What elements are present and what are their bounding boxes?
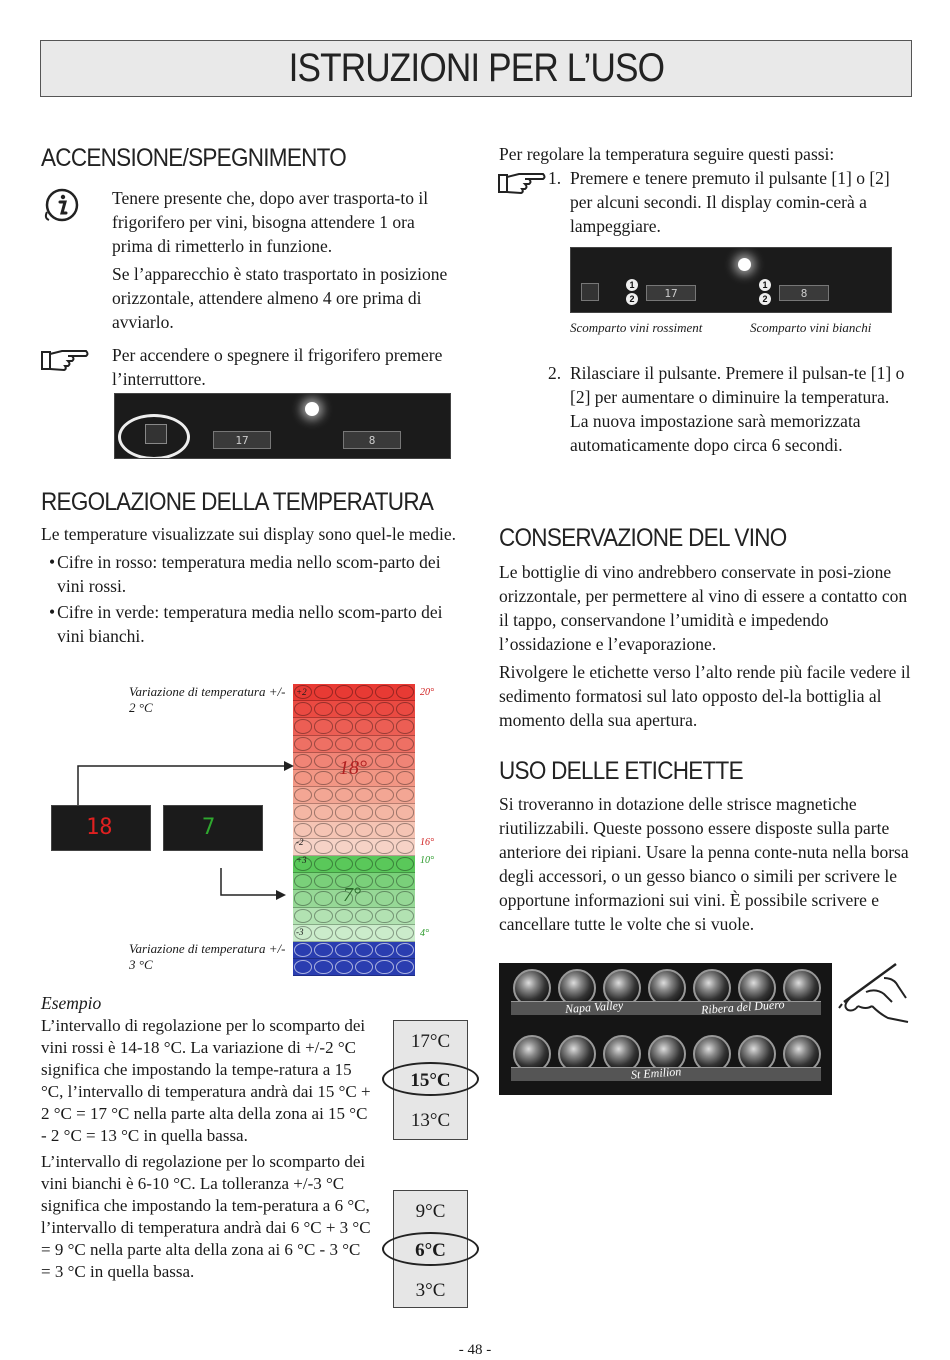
zone-row xyxy=(293,787,415,804)
red-set-highlight xyxy=(382,1062,479,1096)
bottle-slot xyxy=(396,823,414,837)
zone-row xyxy=(293,839,415,856)
bottle-slot xyxy=(314,960,332,974)
mark-plus3: +3 xyxy=(296,855,307,865)
heading-conservazione: CONSERVAZIONE DEL VINO xyxy=(499,524,787,552)
button-2-white[interactable]: 2 xyxy=(759,293,771,305)
bottle-slot xyxy=(314,857,332,871)
bottle-slot xyxy=(314,891,332,905)
bottle-slot xyxy=(396,719,414,733)
bottle-slot xyxy=(335,823,353,837)
bullet-green: • Cifre in verde: temperatura media nello scom-parto dei vini bianchi. xyxy=(49,602,443,646)
white-range-set: 6°C xyxy=(415,1240,446,1261)
bottle-slot xyxy=(355,840,373,854)
accensione-info-p2: Se l’apparecchio è stato trasportato in posizione orizzontale, attendere almeno 4 ore prima di avviarlo. xyxy=(112,264,448,332)
etichette-text: Si troveranno in dotazione delle strisce magnetiche riutilizzabili. Queste possono essere disposte sulla parte anteriore dei ripiani. Usare la penna conte-nuta nella borsa degli accessori, o un gesso bianco o simili per scrivere le opportune informazioni sui vini. È possibile scrivere e cancellare tutte le volte che si vuole. xyxy=(499,794,909,934)
step1-number: 1. xyxy=(548,168,562,188)
temp-16: 16° xyxy=(420,837,434,848)
bottle-slot xyxy=(314,788,332,802)
zone-row xyxy=(293,736,415,753)
bottle-slot xyxy=(294,909,312,923)
bottle-slot xyxy=(375,943,393,957)
bottle-slot xyxy=(396,960,414,974)
bottle-slot xyxy=(355,909,373,923)
bottle-slot xyxy=(396,891,414,905)
bottle-slot xyxy=(375,909,393,923)
red-range-high: 17°C xyxy=(410,1031,451,1052)
bottle-slot xyxy=(335,737,353,751)
bottle-slot xyxy=(375,891,393,905)
bottle-slot xyxy=(375,840,393,854)
zone-row xyxy=(293,804,415,821)
zone-row xyxy=(293,822,415,839)
bottle-slot xyxy=(314,805,332,819)
bottle-slot xyxy=(335,943,353,957)
label-napa: Napa Valley xyxy=(564,997,624,1017)
regolazione-text xyxy=(41,522,456,648)
bottle-slot xyxy=(396,771,414,785)
bottle-slot xyxy=(375,788,393,802)
bottle-slot xyxy=(396,805,414,819)
bottle-slot xyxy=(396,737,414,751)
red-zone-temp: 18° xyxy=(339,757,367,779)
bottle-slot xyxy=(355,926,373,940)
esempio-label: Esempio xyxy=(41,993,102,1013)
bottle-slot xyxy=(335,719,353,733)
page-number: - 48 - xyxy=(458,1342,492,1358)
bullet-red: • Cifre in rosso: temperatura media nello scom-parto dei vini rossi. xyxy=(49,552,441,596)
accensione-info xyxy=(112,186,457,338)
bottle-slot xyxy=(375,874,393,888)
bottle-slot xyxy=(335,926,353,940)
bottle-slot xyxy=(396,685,414,699)
regolazione-intro: Le temperature visualizzate sui display sono quel-le medie. xyxy=(41,524,456,544)
zone-row xyxy=(293,925,415,942)
temperature-zone-column xyxy=(293,684,415,973)
step2-number: 2. xyxy=(548,363,562,383)
zone-row xyxy=(293,701,415,718)
bottle-slot xyxy=(355,805,373,819)
button-1-red[interactable]: 1 xyxy=(626,279,638,291)
bottle-slot xyxy=(375,685,393,699)
bottle-slot xyxy=(375,823,393,837)
zone-row xyxy=(293,959,415,976)
label-st-emilion: St Emilion xyxy=(630,1064,682,1082)
bottle-slot xyxy=(396,909,414,923)
wine-shelf-photo xyxy=(499,963,832,1095)
conservazione-p1: Le bottiglie di vino andrebbero conservate in posi-zione orizzontale, per permettere al vino di essere a contatto con il tappo, conservandone l’umidità e impedendo l’ossidazione e l’evaporazione. xyxy=(499,562,908,654)
accensione-info-p1: Tenere presente che, dopo aver trasporta-to il frigorifero per vini, bisogna attendere 1 ora prima di rimetterlo in funzione. xyxy=(112,188,429,256)
bottle-slot xyxy=(396,702,414,716)
bottle-slot xyxy=(335,960,353,974)
zone-row xyxy=(293,942,415,959)
zone-row xyxy=(293,908,415,925)
bottle-slot xyxy=(314,737,332,751)
bottle-slot xyxy=(335,857,353,871)
zone-row xyxy=(293,718,415,735)
display-green-lcd: 8 xyxy=(343,431,401,449)
bottle-slot xyxy=(335,685,353,699)
power-switch-2 xyxy=(581,283,599,301)
display-red-lcd: 17 xyxy=(213,431,271,449)
bottle-slot xyxy=(396,840,414,854)
bottle-slot xyxy=(396,926,414,940)
bottle-slot xyxy=(375,702,393,716)
bottle-slot xyxy=(294,737,312,751)
diagram-display-red-value: 18 xyxy=(86,815,113,840)
esempio-text xyxy=(41,1015,371,1287)
page-title: ISTRUZIONI PER L’USO xyxy=(288,46,664,90)
diagram-display-red xyxy=(51,805,151,851)
light-icon-2 xyxy=(738,258,751,271)
bottle-slot xyxy=(355,960,373,974)
caption-red-compartment: Scomparto vini rossiment xyxy=(570,320,703,335)
red-range-set: 15°C xyxy=(410,1070,451,1091)
red-range-low: 13°C xyxy=(410,1110,451,1131)
bottle-slot xyxy=(314,754,332,768)
caption-white-compartment: Scomparto vini bianchi xyxy=(750,320,872,335)
page-title-box xyxy=(40,40,912,97)
bottle-slot xyxy=(314,702,332,716)
bottle-slot xyxy=(375,771,393,785)
switch-highlight-circle xyxy=(118,414,190,459)
mark-minus2: -2 xyxy=(296,837,304,847)
bottle-slot xyxy=(294,960,312,974)
bottle-slot xyxy=(314,771,332,785)
conservazione-p2: Rivolgere le etichette verso l’alto rende più facile vedere il sedimento formatosi sul lato opposto del-la bottiglia al momento della sua apertura. xyxy=(499,662,911,730)
bottle-slot xyxy=(355,788,373,802)
esempio-p1: L’intervallo di regolazione per lo scomparto dei vini rossi è 14-18 °C. La variazione di +/-2 °C significa che impostando la tempe-ratura a 15 °C, l’intervallo di temperatura andrà dai 15 °C + 2 °C = 17 °C nella parte alta della zona ai 15 °C - 2 °C = 13 °C in quella bassa. xyxy=(41,1016,371,1145)
bottle-slot xyxy=(355,857,373,871)
diagram-label-top: Variazione di temperatura +/- 2 °C xyxy=(129,684,286,715)
white-set-highlight xyxy=(382,1232,479,1266)
bottle-slot xyxy=(355,685,373,699)
label-strip-2 xyxy=(511,1064,821,1082)
accensione-hand-text: Per accendere o spegnere il frigorifero premere l’interruttore. xyxy=(112,345,443,389)
bottle-slot xyxy=(375,857,393,871)
bottle-slot xyxy=(314,685,332,699)
heading-regolazione: REGOLAZIONE DELLA TEMPERATURA xyxy=(41,488,434,516)
diagram-label-bottom: Variazione di temperatura +/- 3 °C xyxy=(129,941,286,972)
bottle-slot xyxy=(314,874,332,888)
mark-plus2: +2 xyxy=(296,687,307,697)
step1-text: Premere e tenere premuto il pulsante [1] o [2] per alcuni secondi. Il display comin-cerà a lampeggiare. xyxy=(570,168,890,236)
temp-20: 20° xyxy=(420,687,434,698)
bottle-slot xyxy=(314,840,332,854)
temp-10: 10° xyxy=(420,855,434,866)
bottle-slot xyxy=(375,719,393,733)
label-strip-1 xyxy=(511,997,821,1017)
pointing-hand-icon-2 xyxy=(497,170,547,196)
bottle-slot xyxy=(314,926,332,940)
bottle-slot xyxy=(294,719,312,733)
bottle-slot xyxy=(314,823,332,837)
writing-hand-icon xyxy=(836,958,912,1024)
conservazione-text xyxy=(499,560,911,736)
bottle-slot xyxy=(335,805,353,819)
pointing-hand-icon xyxy=(40,347,90,373)
bottle-slot xyxy=(335,702,353,716)
bottle-slot xyxy=(314,909,332,923)
bottle-slot xyxy=(355,719,373,733)
bottle-slot xyxy=(355,823,373,837)
bottle-slot xyxy=(355,702,373,716)
diagram-display-green-value: 7 xyxy=(202,815,216,840)
bottle-slot xyxy=(396,874,414,888)
step2-text: Rilasciare il pulsante. Premere il pulsan-te [1] o [2] per aumentare o diminuire la temperatura. La nuova impostazione sarà memorizzata automaticamente dopo circa 6 secondi. xyxy=(570,363,905,455)
button-1-white[interactable]: 1 xyxy=(759,279,771,291)
control-panel-photo-2 xyxy=(570,247,892,313)
label-ribera: Ribera del Duero xyxy=(700,997,785,1017)
zone-row xyxy=(293,684,415,701)
bottle-slot xyxy=(375,926,393,940)
green-zone-temp: 7° xyxy=(343,884,361,906)
bottle-slot xyxy=(396,788,414,802)
display-green-lcd-2: 8 xyxy=(779,285,829,301)
steps-intro: Per regolare la temperatura seguire questi passi: xyxy=(499,144,835,164)
bottle-slot xyxy=(335,840,353,854)
button-2-red[interactable]: 2 xyxy=(626,293,638,305)
bottle-slot xyxy=(335,788,353,802)
white-range-high: 9°C xyxy=(415,1201,446,1222)
temp-4: 4° xyxy=(420,928,429,939)
bottle-slot xyxy=(294,702,312,716)
display-red-lcd-2: 17 xyxy=(646,285,696,301)
bottle-slot xyxy=(396,857,414,871)
bottle-slot xyxy=(375,754,393,768)
bottle-slot xyxy=(396,943,414,957)
control-panel-photo xyxy=(114,393,451,459)
bottle-slot xyxy=(375,737,393,751)
heading-etichette: USO DELLE ETICHETTE xyxy=(499,757,743,785)
bottle-slot xyxy=(375,960,393,974)
bottle-slot xyxy=(355,737,373,751)
heading-accensione: ACCENSIONE/SPEGNIMENTO xyxy=(41,144,347,172)
mark-minus3: -3 xyxy=(296,927,304,937)
bottle-slot xyxy=(335,909,353,923)
bottle-slot xyxy=(355,943,373,957)
bottle-slot xyxy=(375,805,393,819)
light-icon xyxy=(305,402,319,416)
bottle-slot xyxy=(314,943,332,957)
zone-row xyxy=(293,856,415,873)
bottle-slot xyxy=(396,754,414,768)
diagram-display-green xyxy=(163,805,263,851)
bottle-slot xyxy=(314,719,332,733)
info-icon xyxy=(40,186,82,224)
bottle-slot xyxy=(294,943,312,957)
esempio-p2: L’intervallo di regolazione per lo scomparto dei vini bianchi è 6-10 °C. La tolleranza +/-3 °C significa che impostando la tem-peratura a 6 °C, l’intervallo di temperatura andrà dai 6 °C + 3 °C = 9 °C nella parte alta della zona ai 6 °C - 3 °C = 3 °C in quella bassa. xyxy=(41,1152,371,1281)
white-range-low: 3°C xyxy=(415,1280,446,1301)
